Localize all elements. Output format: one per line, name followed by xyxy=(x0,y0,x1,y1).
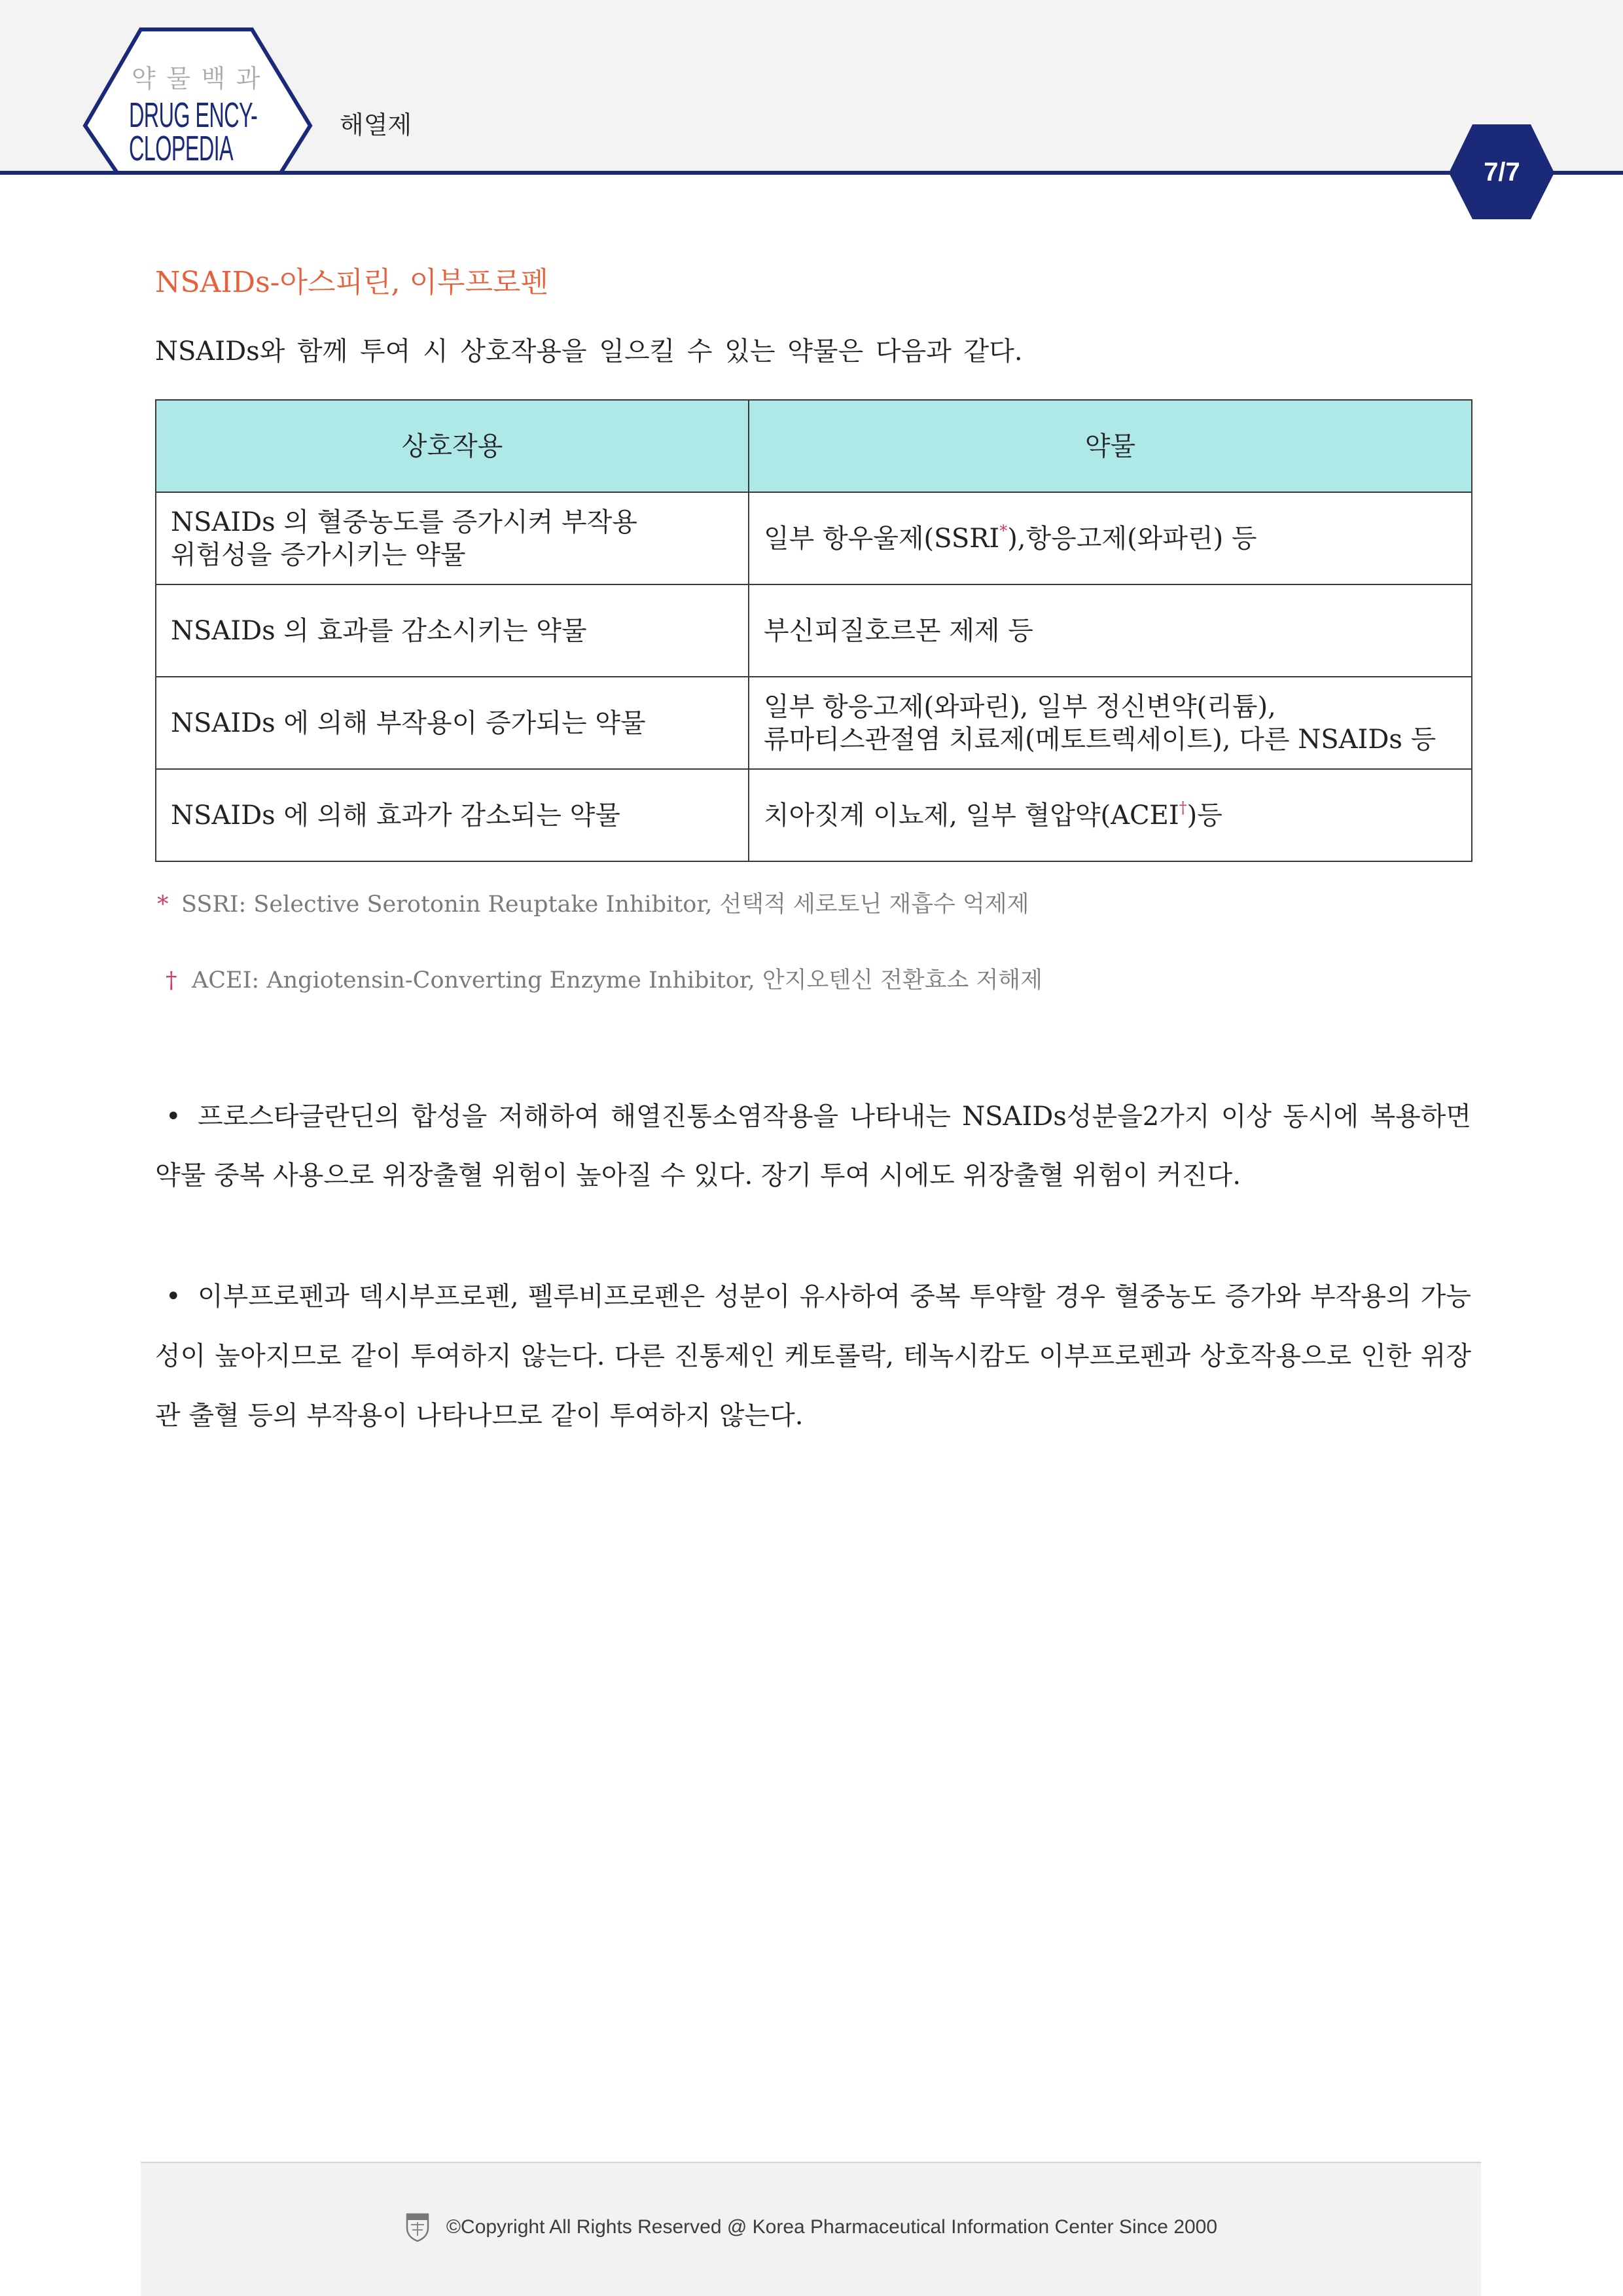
footer xyxy=(141,2162,1481,2296)
drugs-cell xyxy=(749,769,1472,861)
logo-english-line2: CLOPEDIA xyxy=(129,129,234,168)
cell-text-line: 위험성을 증가시키는 약물 xyxy=(171,539,466,570)
logo-korean-text: 약 물 백 과 xyxy=(132,65,262,93)
logo-english-line1: DRUG ENCY- xyxy=(129,96,258,135)
cell-text: ),항응고제(와파린) 등 xyxy=(1007,523,1257,554)
header-cell-drugs: 약물 xyxy=(749,400,1472,492)
bullet-marker: • xyxy=(166,1282,181,1312)
cell-text-line: NSAIDs 의 효과를 감소시키는 약물 xyxy=(171,615,587,646)
interaction-table xyxy=(155,399,1472,862)
footnote-ref-mark: * xyxy=(999,521,1008,540)
cell-text: )등 xyxy=(1186,800,1222,831)
cell-text: 치아짓계 이뇨제, 일부 혈압약(ACEI xyxy=(764,800,1179,831)
note-text: 이부프로펜과 덱시부프로펜, 펠루비프로펜은 성분이 유사하여 중복 투약할 경우 혈중농도 증가와 부작용의 가능성이 높아지므로 같이 투여하지 않는다. 다른 진통제인 케토롤락, 테녹시캄도 이부프로펜과 상호작용으로 인한 위장관 출혈 등의 부작용이 나타나므로 같이 투여하지 않는다. xyxy=(155,1282,1471,1431)
note-text: 프로스타글란딘의 합성을 저해하여 해열진통소염작용을 나타내는 NSAIDs성분을2가지 이상 동시에 복용하면 약물 중복 사용으로 위장출혈 위험이 높아질 수 있다. 장기 투여 시에도 위장출혈 위험이 커진다. xyxy=(155,1102,1471,1191)
cell-text: 부신피질호르몬 제제 등 xyxy=(764,615,1033,646)
footnote-text: ACEI: Angiotensin-Converting Enzyme Inhibitor, 안지오텐신 전환효소 저해제 xyxy=(192,967,1043,994)
cell-text-line: NSAIDs 의 혈중농도를 증가시켜 부작용 xyxy=(171,507,637,537)
table-row xyxy=(156,584,1472,677)
footnote-marker: * xyxy=(157,891,169,918)
drugs-cell xyxy=(749,584,1472,677)
drugs-cell xyxy=(749,677,1472,769)
interaction-cell xyxy=(156,492,749,584)
interaction-cell xyxy=(156,769,749,861)
table-header-row xyxy=(156,400,1472,492)
notes-list xyxy=(155,1087,1471,1446)
cell-text-line: 류마티스관절염 치료제(메토트렉세이트), 다른 NSAIDs 등 xyxy=(764,724,1436,755)
page-badge xyxy=(1446,122,1558,223)
footnote-ref-mark: † xyxy=(1179,798,1187,817)
header-cell-interaction: 상호작용 xyxy=(156,400,749,492)
footnote-marker: † xyxy=(166,967,177,994)
section-title: NSAIDs-아스피린, 이부프로펜 xyxy=(155,266,549,299)
kpic-emblem-icon xyxy=(404,2212,431,2242)
header-rule xyxy=(0,171,1623,175)
note-paragraph xyxy=(155,1087,1471,1205)
cell-text-line: NSAIDs 에 의해 부작용이 증가되는 약물 xyxy=(171,708,646,738)
footnote-ssri xyxy=(155,891,1029,918)
intro-text: NSAIDs와 함께 투여 시 상호작용을 일으킬 수 있는 약물은 다음과 같다. xyxy=(155,336,1023,367)
table-row xyxy=(156,769,1472,861)
table-row xyxy=(156,492,1472,584)
drugs-cell xyxy=(749,492,1472,584)
footnote-text: SSRI: Selective Serotonin Reuptake Inhibitor, 선택적 세로토닌 재흡수 억제제 xyxy=(181,891,1029,918)
cell-text-line: 일부 항응고제(와파린), 일부 정신변약(리튬), xyxy=(764,691,1276,722)
cell-text-line: NSAIDs 에 의해 효과가 감소되는 약물 xyxy=(171,800,620,831)
interaction-cell xyxy=(156,677,749,769)
table-row xyxy=(156,677,1472,769)
cell-text: 일부 항우울제(SSRI xyxy=(764,523,1000,554)
copyright-text: ©Copyright All Rights Reserved @ Korea Pharmaceutical Information Center Since 2000 xyxy=(446,2215,1218,2238)
category-title: 해열제 xyxy=(340,112,412,139)
bullet-marker: • xyxy=(166,1102,181,1132)
footnote-acei xyxy=(155,967,1043,994)
interaction-cell xyxy=(156,584,749,677)
page-number: 7/7 xyxy=(1484,157,1520,187)
note-paragraph xyxy=(155,1267,1471,1446)
